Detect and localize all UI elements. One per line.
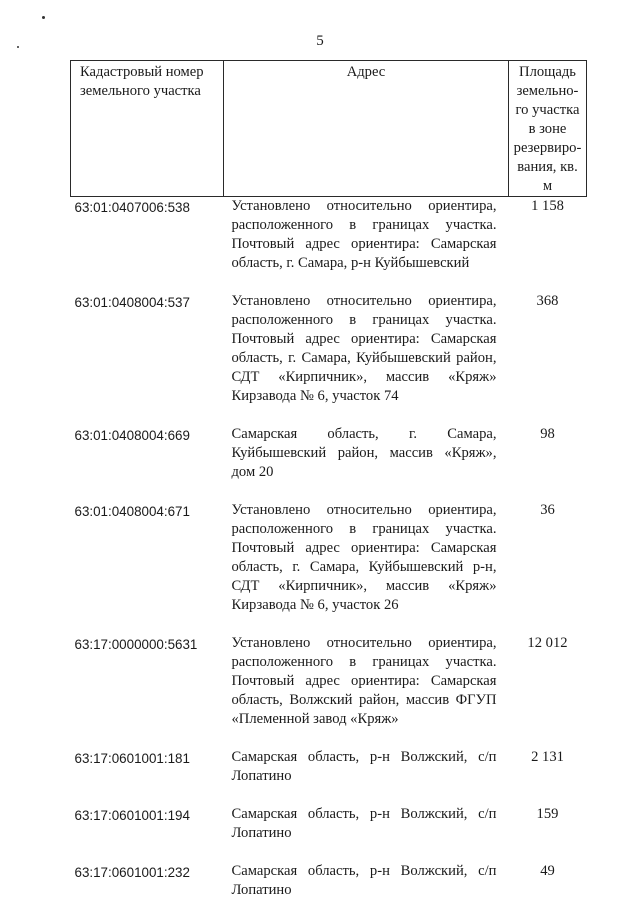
table-header-row xyxy=(71,61,587,197)
address: Самарская область, г. Самара, Куйбышевский район, массив «Кряж», дом 20 xyxy=(231,426,497,480)
cadastral-number: 63:01:0408004:669 xyxy=(74,428,190,443)
table-row xyxy=(71,197,587,274)
area-value: 49 xyxy=(540,863,555,879)
area-value: 36 xyxy=(540,502,555,518)
cadastral-number: 63:17:0601001:194 xyxy=(74,808,190,823)
table-row xyxy=(71,292,587,406)
page-number: 5 xyxy=(316,33,324,49)
address: Самарская область, р-н Волжский, с/п Лопатино xyxy=(231,806,497,841)
header-address: Адрес xyxy=(224,61,509,197)
parcel-table xyxy=(70,60,587,900)
table-row xyxy=(71,805,587,843)
address: Установлено относительно ориентира, расположенного в границах участка. Почтовый адрес ориентира: Самарская область, г. Самара, р-н Куйбышевский xyxy=(231,198,497,271)
cadastral-number: 63:01:0408004:671 xyxy=(74,504,190,519)
area-value: 12 012 xyxy=(527,635,568,651)
table-row xyxy=(71,501,587,615)
table-row xyxy=(71,425,587,482)
address: Установлено относительно ориентира, расположенного в границах участка. Почтовый адрес ориентира: Самарская область, г. Самара, Куйбышевский район, СДТ «Кирпичник», массив «Кряж» Кирзавода № 6, участок 74 xyxy=(231,293,497,404)
area-value: 368 xyxy=(536,293,559,309)
area-value: 2 131 xyxy=(531,749,564,765)
header-cadastral-number: Кадастровый номер земельного участка xyxy=(71,61,224,197)
address: Самарская область, р-н Волжский, с/п Лопатино xyxy=(231,749,497,784)
header-area: Площадь земельно-го участка в зоне резервиро-вания, кв. м xyxy=(509,61,587,197)
table-row xyxy=(71,862,587,900)
cadastral-number: 63:17:0000000:5631 xyxy=(74,637,198,652)
table-row xyxy=(71,634,587,729)
area-value: 1 158 xyxy=(531,198,564,214)
address: Установлено относительно ориентира, расположенного в границах участка. Почтовый адрес ориентира: Самарская область, Волжский район, массив ФГУП «Племенной завод «Кряж» xyxy=(231,635,497,727)
cadastral-number: 63:17:0601001:181 xyxy=(74,751,190,766)
cadastral-number: 63:01:0408004:537 xyxy=(74,295,190,310)
address: Установлено относительно ориентира, расположенного в границах участка. Почтовый адрес ориентира: Самарская область, г. Самара, Куйбышевский р-н, СДТ «Кирпичник», массив «Кряж» Кирзавода № 6, участок 26 xyxy=(231,502,497,613)
area-value: 98 xyxy=(540,426,555,442)
address: Самарская область, р-н Волжский, с/п Лопатино xyxy=(231,863,497,898)
scan-speck xyxy=(42,16,45,19)
area-value: 159 xyxy=(536,806,559,822)
cadastral-number: 63:17:0601001:232 xyxy=(74,865,190,880)
table-row xyxy=(71,748,587,786)
cadastral-number: 63:01:0407006:538 xyxy=(74,200,190,215)
